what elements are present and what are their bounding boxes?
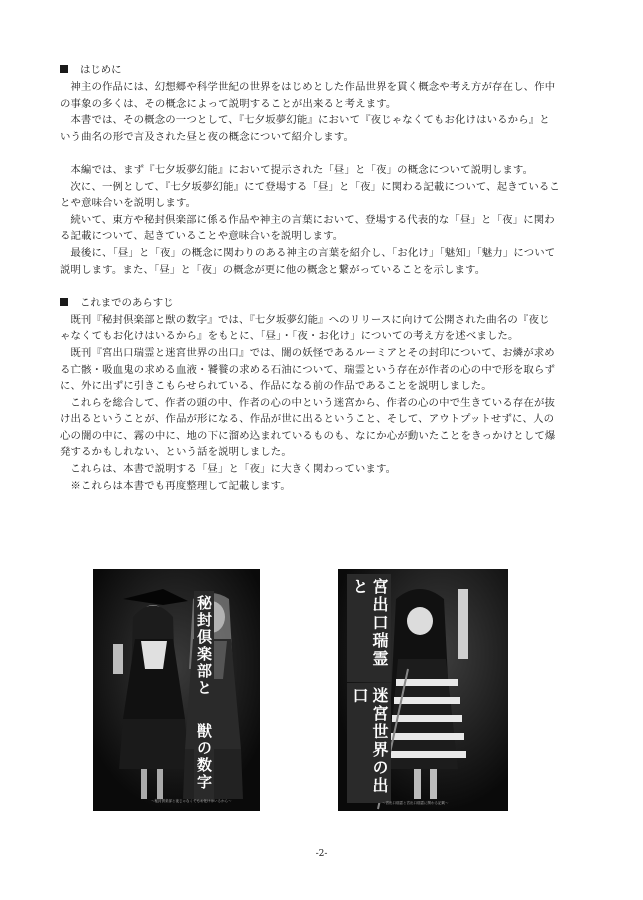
book-cover-hifuu xyxy=(93,569,260,811)
cover-title-top: 秘封倶楽部と xyxy=(194,591,214,717)
summary-heading-label: これまでのあらすじ xyxy=(80,296,174,309)
body-text xyxy=(60,62,560,494)
intro-heading xyxy=(60,62,560,79)
blank-line xyxy=(60,278,560,295)
intro-heading-label: はじめに xyxy=(80,64,122,76)
book-cover-miyadeguchi xyxy=(338,569,508,811)
blank-line xyxy=(60,145,560,162)
summary-paragraph: ※これらは本書でも再度整理して記載します。 xyxy=(70,479,291,492)
intro-paragraph: 神主の作品には、幻想郷や科学世紀の世界をはじめとした作品世界を貫く概念や考え方が存在し、作中の事象の多くは、その概念によって説明することが出来ると考えます。 xyxy=(60,81,556,110)
square-bullet-icon xyxy=(60,65,68,73)
intro-paragraph: 本書では、その概念の一つとして、『七夕坂夢幻能』において『夜じゃなくてもお化けはいるから』という曲名の形で言及された昼と夜の概念について紹介します。 xyxy=(60,114,550,143)
cover-title-top: 宮出口瑞霊と xyxy=(347,574,391,682)
summary-section xyxy=(60,295,560,495)
page-number: -2- xyxy=(315,849,328,859)
summary-paragraph: 既刊『秘封倶楽部と獣の数字』では、『七夕坂夢幻能』へのリリースに向けて公開された曲名の『夜じゃなくてもお化けはいるから』をもとに、「昼」・「夜・お化け」についての考え方を述べました。 xyxy=(60,313,550,343)
intro-paragraph: 最後に、「昼」と「夜」の概念に関わりのある神主の言葉を紹介し、「お化け」「魅知」「魅力」について説明します。また、「昼」と「夜」の概念が更に他の概念と繋がっていることを示します。 xyxy=(60,246,556,276)
cover-title-bottom: 獣の数字 xyxy=(194,719,214,801)
summary-paragraph: これらを総合して、作者の頭の中、作者の心の中という迷宮から、作者の心の中で生きている存在が抜け出るということが、作品が形になる、作品が世に出るということ、そして、アウトプットせずに、人の心の闇の中に、霧の中に、地の下に溜め込まれているものも、なにか心が動いたことをきっかけとして爆発するかもしれない、という話を説明しました。 xyxy=(60,396,556,459)
intro-paragraph: 本編では、まず『七夕坂夢幻能』において提示された「昼」と「夜」の概念について説明します。 xyxy=(70,163,534,176)
doll-photo-icon xyxy=(93,569,260,811)
square-bullet-icon xyxy=(60,298,68,306)
summary-paragraph: これらは、本書で説明する「昼」と「夜」に大きく関わっています。 xyxy=(70,463,397,476)
summary-heading xyxy=(60,295,560,312)
cover-caption: 〜秘封倶楽部と夜じゃなくてもお化けはいるから〜 xyxy=(151,799,232,803)
cover-caption: 〜宮出口瑞霊と宮出口瑞霊に関わる記載〜 xyxy=(382,801,449,805)
intro-paragraph: 次に、一例として、『七夕坂夢幻能』にて登場する「昼」と「夜」に関わる記載について、起きていることや意味合いを説明します。 xyxy=(60,180,560,210)
intro-paragraph: 続いて、東方や秘封倶楽部に係る作品や神主の言葉において、登場する代表的な「昼」と「夜」に関わる記載について、起きていることや意味合いを説明します。 xyxy=(60,213,555,243)
summary-paragraph: 既刊『宮出口瑞霊と迷宮世界の出口』では、闇の妖怪であるルーミアとその封印について、お燐が求める亡骸・吸血鬼の求める血液・饕餮の求める石油について、瑞霊という存在が作者の心の中で形を取らずに、外に出ずに引きこもらせられている、作品になる前の作品であることを説明しました。 xyxy=(60,346,555,393)
intro-section xyxy=(60,62,560,278)
cover-title-bottom: 迷宮世界の出口 xyxy=(347,683,391,803)
